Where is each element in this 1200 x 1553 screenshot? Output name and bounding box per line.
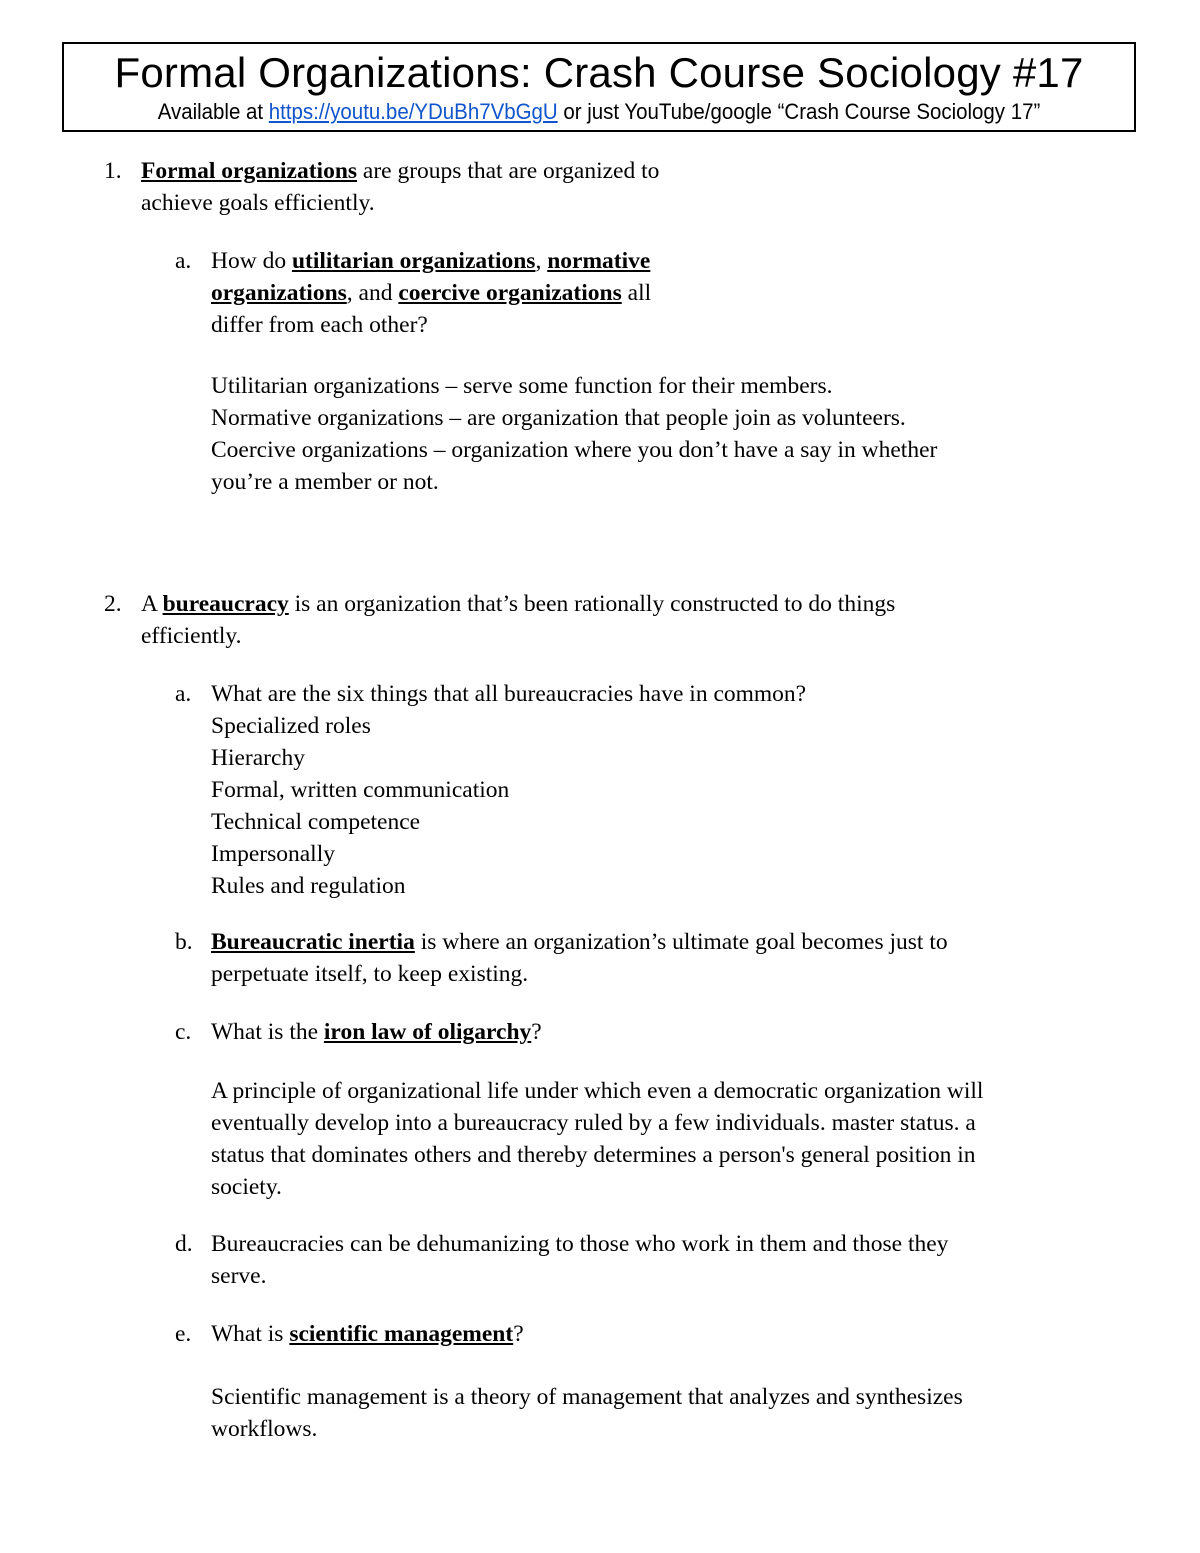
sub-question-text: What is scientific management? [211, 1321, 524, 1347]
sub-letter: e. [175, 1321, 192, 1347]
sub-question-text: Bureaucracies can be dehumanizing to those who work in them and those they serve. [211, 1231, 949, 1289]
video-link[interactable]: https://youtu.be/YDuBh7VbGgU [268, 99, 558, 124]
term-iron-law-of-oligarchy: iron law of oligarchy [323, 1019, 532, 1045]
sub-letter: a. [175, 681, 192, 707]
list-item: Formal, written communication [211, 777, 510, 803]
answer-line: A principle of organizational life under which even a democratic organization will [211, 1078, 984, 1104]
term-normative: normative [547, 248, 651, 274]
sub-letter: c. [175, 1019, 192, 1045]
sub-question-text: How do utilitarian organizations, normative organizations, and coercive organizations all differ from each other? [211, 248, 652, 338]
answer-line: society. [211, 1174, 282, 1200]
page-title: Formal Organizations: Crash Course Sociology #17 [114, 49, 1084, 96]
title-box [62, 42, 1136, 132]
term-bureaucracy: bureaucracy [162, 591, 289, 617]
sub-question-text: What are the six things that all bureaucracies have in common? Specialized roles Hierarchy Formal, written communication Technical competence Impersonally Rules and regulation [211, 678, 1131, 902]
answer-line: you’re a member or not. [211, 469, 439, 495]
term-coercive-organizations: coercive organizations [398, 280, 622, 306]
sub-question-text: Bureaucratic inertia is where an organization’s ultimate goal becomes just to perpetuate itself, to keep existing. [211, 929, 948, 987]
list-item: Impersonally [211, 841, 335, 867]
answer-line: Normative organizations – are organization that people join as volunteers. [211, 405, 906, 431]
list-item: Specialized roles [211, 713, 371, 739]
answer-line: workflows. [211, 1416, 318, 1442]
list-item: Rules and regulation [211, 873, 406, 899]
question-text: A bureaucracy is an organization that’s been rationally constructed to do things efficiently. [141, 591, 896, 649]
source-line [101, 98, 1096, 126]
sub-letter: d. [175, 1231, 193, 1257]
question-number: 2. [104, 591, 122, 617]
term-utilitarian-organizations: utilitarian organizations [291, 248, 536, 274]
answer-line: Utilitarian organizations – serve some function for their members. [211, 373, 833, 399]
term-scientific-management: scientific management [289, 1321, 514, 1347]
available-suffix: or just YouTube/google “Crash Course Sociology 17” [557, 99, 1041, 124]
answer-line: Scientific management is a theory of management that analyzes and synthesizes [211, 1384, 963, 1410]
question-number: 1. [104, 158, 122, 184]
list-item: Technical competence [211, 809, 421, 835]
term-bureaucratic-inertia: Bureaucratic inertia [211, 929, 415, 955]
term-organizations: organizations [211, 280, 347, 306]
answer-line: status that dominates others and thereby determines a person's general position in [211, 1142, 976, 1168]
answer-line: eventually develop into a bureaucracy ruled by a few individuals. master status. a [211, 1110, 976, 1136]
sub-letter: a. [175, 248, 192, 274]
answer-line: Coercive organizations – organization where you don’t have a say in whether [211, 437, 938, 463]
term-formal-organizations: Formal organizations [141, 158, 358, 184]
question-text: Formal organizations are groups that are organized to achieve goals efficiently. [141, 158, 660, 216]
sub-question-text: What is the iron law of oligarchy? [211, 1019, 542, 1045]
available-prefix: Available at [157, 99, 269, 124]
list-item: Hierarchy [211, 745, 305, 771]
sub-letter: b. [175, 929, 193, 955]
